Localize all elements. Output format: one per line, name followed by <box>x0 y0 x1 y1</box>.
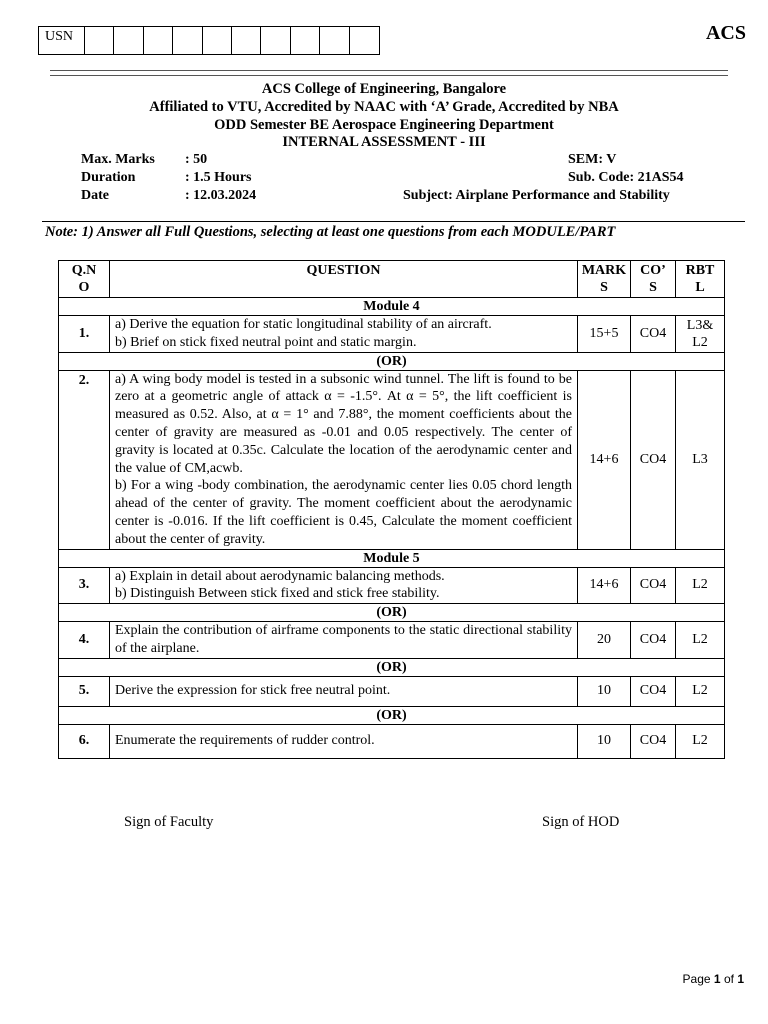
question-part-b: b) Distinguish Between stick fixed and stick free stability. <box>115 586 440 602</box>
question-number: 1. <box>59 316 110 353</box>
question-part-b: b) Brief on stick fixed neutral point and static margin. <box>115 334 417 350</box>
or-separator: (OR) <box>59 658 725 676</box>
question-co: CO4 <box>631 676 676 706</box>
table-row <box>59 622 725 659</box>
header-rbtl: RBT L <box>676 261 725 298</box>
question-co: CO4 <box>631 370 676 549</box>
usn-cell <box>291 27 320 54</box>
or-separator: (OR) <box>59 352 725 370</box>
header-marks: MARK S <box>578 261 631 298</box>
question-marks: 14+6 <box>578 567 631 604</box>
header-cos: CO’ S <box>631 261 676 298</box>
question-text <box>110 316 578 353</box>
duration-value: : 1.5 Hours <box>185 170 252 185</box>
question-co: CO4 <box>631 622 676 659</box>
or-row <box>59 706 725 724</box>
table-row <box>59 676 725 706</box>
question-co: CO4 <box>631 316 676 353</box>
module-4-heading: Module 4 <box>59 298 725 316</box>
college-name: ACS College of Engineering, Bangalore <box>261 81 507 97</box>
usn-cell <box>320 27 349 54</box>
question-co: CO4 <box>631 724 676 758</box>
module-row <box>59 549 725 567</box>
header-question: QUESTION <box>110 261 578 298</box>
question-marks: 20 <box>578 622 631 659</box>
semester: SEM: V <box>568 152 617 167</box>
or-row <box>59 604 725 622</box>
question-text <box>110 370 578 549</box>
table-row <box>59 724 725 758</box>
divider <box>42 221 745 222</box>
or-separator: (OR) <box>59 706 725 724</box>
usn-label: USN <box>39 27 85 54</box>
logo-text: ACS <box>705 22 746 44</box>
usn-cell <box>203 27 232 54</box>
table-row <box>59 316 725 353</box>
question-number: 2. <box>59 370 110 549</box>
question-rbtl: L2 <box>676 676 725 706</box>
question-co: CO4 <box>631 567 676 604</box>
question-marks: 10 <box>578 676 631 706</box>
max-marks-label: Max. Marks <box>81 152 155 167</box>
question-marks: 15+5 <box>578 316 631 353</box>
page-number: 1 <box>713 972 721 986</box>
usn-cell <box>261 27 290 54</box>
question-part-a: a) A wing body model is tested in a subsonic wind tunnel. The lift is found to be zero at a geometric angle of attack α = -1.5°. At α = 5°, the lift coefficient is measured as 0.52. Also, at α = 1° and 7.88°, the moment coefficients about the center of gravity are measured as -0.01 and 0.05 respectively. The center of gravity is located at 0.35c. Calculate the location of the aerodynamic center and the value of CM,acwb. <box>115 371 572 476</box>
question-rbtl: L2 <box>676 567 725 604</box>
subject-name: Subject: Airplane Performance and Stability <box>403 188 670 203</box>
or-separator: (OR) <box>59 604 725 622</box>
question-marks: 10 <box>578 724 631 758</box>
question-rbtl: L2 <box>676 724 725 758</box>
question-number: 5. <box>59 676 110 706</box>
duration-label: Duration <box>81 170 136 185</box>
question-text: Explain the contribution of airframe components to the static directional stability of the airplane. <box>110 622 578 659</box>
question-part-a: a) Derive the equation for static longitudinal stability of an aircraft. <box>115 317 492 332</box>
question-rbtl: L3& L2 <box>676 316 725 353</box>
instructions-note: Note: 1) Answer all Full Questions, selecting at least one questions from each MODULE/PART <box>45 224 616 240</box>
usn-cell <box>350 27 379 54</box>
usn-cell <box>85 27 114 54</box>
usn-cell <box>114 27 143 54</box>
or-row <box>59 658 725 676</box>
usn-cell <box>173 27 202 54</box>
question-number: 3. <box>59 567 110 604</box>
date-value: : 12.03.2024 <box>185 188 257 203</box>
assessment-title: INTERNAL ASSESSMENT - III <box>282 134 486 150</box>
question-number: 4. <box>59 622 110 659</box>
question-rbtl: L2 <box>676 622 725 659</box>
module-row <box>59 298 725 316</box>
question-part-b: b) For a wing -body combination, the aerodynamic center lies 0.05 chord length ahead of the center of gravity. The moment coefficient about the aerodynamic center is -0.016. If the lift coefficient is 0.45, Calculate the moment coefficient about the center of gravity. <box>115 478 572 547</box>
usn-cell <box>144 27 173 54</box>
page-total: 1 <box>737 972 744 986</box>
of-word: of <box>723 972 734 986</box>
max-marks-value: : 50 <box>185 152 208 167</box>
usn-box <box>38 26 380 55</box>
subject-code: Sub. Code: 21AS54 <box>568 170 684 185</box>
or-row <box>59 352 725 370</box>
department-line: ODD Semester BE Aerospace Engineering Department <box>214 117 554 133</box>
affiliation-line: Affiliated to VTU, Accredited by NAAC with ‘A’ Grade, Accredited by NBA <box>149 99 619 115</box>
header-divider <box>50 70 728 76</box>
question-part-a: a) Explain in detail about aerodynamic balancing methods. <box>115 568 445 584</box>
question-text: Enumerate the requirements of rudder control. <box>110 724 578 758</box>
header-qno: Q.N O <box>59 261 110 298</box>
question-marks: 14+6 <box>578 370 631 549</box>
question-text <box>110 567 578 604</box>
question-rbtl: L3 <box>676 370 725 549</box>
table-row <box>59 370 725 549</box>
usn-cell <box>232 27 261 54</box>
table-row <box>59 567 725 604</box>
table-header-row <box>59 261 725 298</box>
page-footer <box>683 972 744 986</box>
question-number: 6. <box>59 724 110 758</box>
sign-of-faculty: Sign of Faculty <box>124 814 214 830</box>
sign-of-hod: Sign of HOD <box>542 814 620 830</box>
date-label: Date <box>81 188 109 203</box>
question-text: Derive the expression for stick free neutral point. <box>110 676 578 706</box>
module-5-heading: Module 5 <box>59 549 725 567</box>
question-table <box>58 260 725 759</box>
page-word: Page <box>682 972 711 986</box>
